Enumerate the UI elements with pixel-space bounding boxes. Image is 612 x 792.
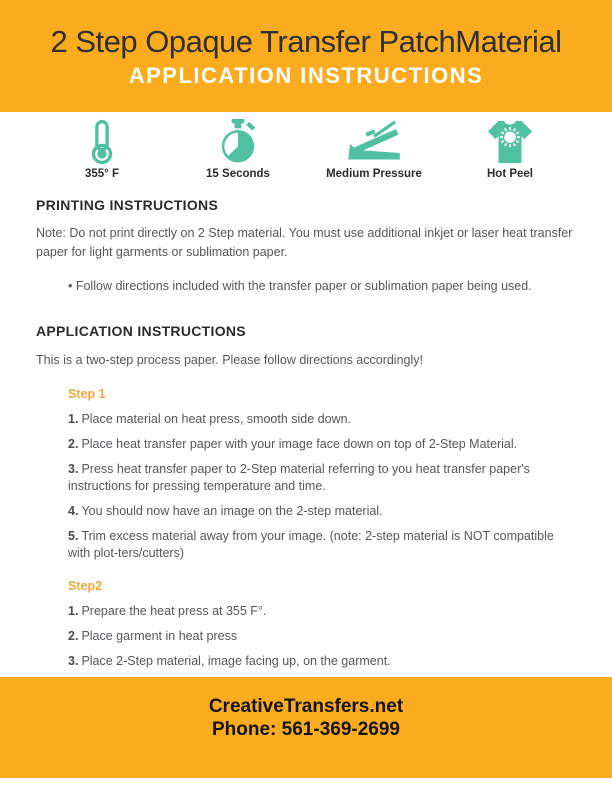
document-body (0, 197, 612, 712)
spec-temperature (34, 119, 170, 180)
item-text: Place garment in heat press (81, 629, 238, 643)
application-intro: This is a two-step process paper. Please follow directions accordingly! (36, 353, 423, 367)
spec-time-label: 15 Seconds (206, 168, 270, 180)
item-number: 2. (68, 437, 79, 451)
printing-note: Note: Do not print directly on 2 Step material. You must use additional inkjet or laser heat transfer paper for light garments or sublimation paper. (36, 226, 573, 259)
spec-peel-label: Hot Peel (486, 168, 533, 180)
spec-temperature-label: 355° F (84, 168, 119, 180)
stopwatch-icon (215, 119, 261, 165)
item-text: Prepare the heat press at 355 F°. (81, 604, 267, 618)
spec-pressure-label: Medium Pressure (326, 168, 422, 180)
item-number: 5. (68, 529, 79, 543)
step1-item-4 (68, 503, 576, 520)
step1-title: Step 1 (68, 387, 106, 401)
page-title: 2 Step Opaque Transfer PatchMaterial (50, 24, 562, 59)
step1-item-2 (68, 436, 576, 453)
spec-icon-row (0, 112, 612, 180)
tshirt-icon (485, 119, 535, 165)
printing-bullet: • Follow directions included with the transfer paper or sublimation paper being used. (68, 279, 532, 293)
printing-instructions-heading: PRINTING INSTRUCTIONS (36, 197, 219, 213)
footer-banner (0, 677, 612, 778)
item-text: Place heat transfer paper with your image face down on top of 2-Step Material. (81, 437, 518, 451)
step1-item-5 (68, 528, 576, 562)
item-text: Place material on heat press, smooth side down. (81, 412, 352, 426)
step2-item-2 (68, 628, 576, 645)
thermometer-icon (82, 119, 122, 165)
step2-item-3 (68, 653, 576, 670)
item-number: 3. (68, 654, 79, 668)
item-text: Place 2-Step material, image facing up, on the garment. (81, 654, 391, 668)
item-number: 4. (68, 504, 79, 518)
page-subtitle: APPLICATION INSTRUCTIONS (128, 63, 484, 88)
item-text: Press heat transfer paper to 2-Step material referring to you heat transfer paper's instructions for pressing temperature and time. (68, 462, 530, 493)
item-number: 1. (68, 412, 79, 426)
item-number: 2. (68, 629, 79, 643)
heat-press-icon (340, 119, 408, 165)
spec-time (170, 119, 306, 180)
item-text: You should now have an image on the 2-step material. (81, 504, 383, 518)
footer-phone: Phone: 561-369-2699 (212, 719, 400, 740)
steps-block (68, 386, 576, 712)
step1-item-3 (68, 461, 576, 495)
step2-title: Step2 (68, 579, 103, 593)
application-instructions-heading: APPLICATION INSTRUCTIONS (36, 323, 246, 339)
spec-pressure (306, 119, 442, 180)
spec-peel (442, 119, 578, 180)
item-number: 1. (68, 604, 79, 618)
step2-item-1 (68, 603, 576, 620)
header-banner (0, 0, 612, 112)
item-text: Trim excess material away from your image. (note: 2-step material is NOT compatible with plot-ters/cutters) (68, 529, 554, 560)
step1-item-1 (68, 411, 576, 428)
footer-website: CreativeTransfers.net (208, 696, 404, 717)
item-number: 3. (68, 462, 79, 476)
